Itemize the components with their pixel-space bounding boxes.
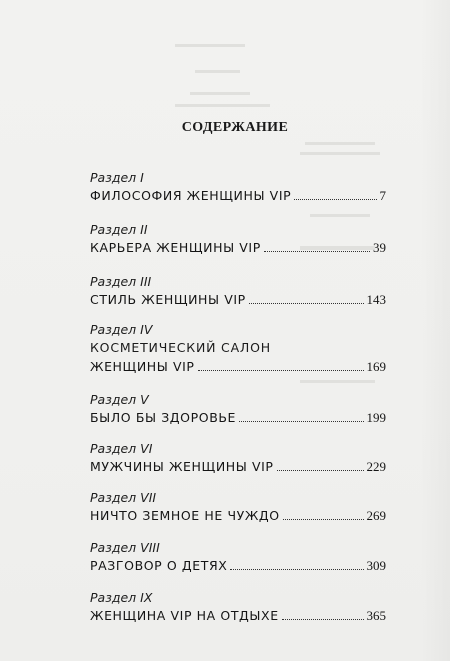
entry-line — [90, 408, 386, 427]
show-through-mark — [195, 70, 240, 73]
dot-leader — [239, 421, 363, 422]
page-number: 199 — [366, 410, 386, 425]
show-through-mark — [300, 152, 380, 155]
dot-leader — [277, 470, 364, 471]
section-label: Раздел I — [90, 170, 144, 185]
entry-title: НИЧТО ЗЕМНОЕ НЕ ЧУЖДО — [90, 508, 280, 523]
show-through-mark — [300, 380, 375, 383]
entry-line — [90, 290, 386, 309]
page-number: 39 — [373, 240, 386, 255]
show-through-mark — [190, 92, 250, 95]
entry-title: ФИЛОСОФИЯ ЖЕНЩИНЫ VIP — [90, 188, 292, 203]
show-through-mark — [310, 214, 370, 217]
section-label: Раздел VIII — [90, 540, 160, 555]
entry-title: РАЗГОВОР О ДЕТЯХ — [90, 558, 228, 573]
entry-line — [90, 556, 386, 575]
dot-leader — [264, 251, 370, 252]
page-number: 169 — [366, 359, 386, 374]
page-number: 309 — [366, 558, 386, 573]
show-through-mark — [175, 104, 270, 107]
entry-line — [90, 357, 386, 376]
toc-entry[interactable] — [90, 222, 386, 257]
dot-leader — [198, 370, 364, 371]
section-label: Раздел VII — [90, 490, 157, 505]
entry-title: СТИЛЬ ЖЕНЩИНЫ VIP — [90, 292, 246, 307]
show-through-mark — [175, 44, 245, 47]
toc-entry[interactable] — [90, 170, 386, 205]
toc-entry[interactable] — [90, 392, 386, 427]
toc-title: СОДЕРЖАНИЕ — [181, 120, 289, 135]
section-label: Раздел IX — [90, 590, 153, 605]
page-number: 143 — [366, 292, 386, 307]
entry-title: КОСМЕТИЧЕСКИЙ САЛОН — [90, 340, 271, 355]
show-through-mark — [305, 142, 375, 145]
section-label: Раздел VI — [90, 441, 153, 456]
section-label: Раздел IV — [90, 322, 153, 337]
page-edge-shadow — [420, 0, 450, 661]
entry-title: БЫЛО БЫ ЗДОРОВЬЕ — [90, 410, 237, 425]
entry-title: КАРЬЕРА ЖЕНЩИНЫ VIP — [90, 240, 261, 255]
page-number: 269 — [366, 508, 386, 523]
entry-title: МУЖЧИНЫ ЖЕНЩИНЫ VIP — [90, 459, 274, 474]
section-label: Раздел V — [90, 392, 149, 407]
page-number: 7 — [379, 188, 386, 203]
dot-leader — [294, 199, 376, 200]
entry-line — [90, 506, 386, 525]
page-number: 365 — [366, 608, 386, 623]
dot-leader — [282, 619, 364, 620]
entry-line — [90, 186, 386, 205]
toc-entry[interactable] — [90, 590, 386, 625]
toc-entry[interactable] — [90, 540, 386, 575]
toc-entry[interactable] — [90, 274, 386, 309]
entry-line — [90, 606, 386, 625]
toc-entry[interactable] — [90, 441, 386, 476]
section-label: Раздел III — [90, 274, 152, 289]
entry-title-continued: ЖЕНЩИНЫ VIP — [90, 359, 195, 374]
toc-entry[interactable] — [90, 322, 386, 376]
dot-leader — [283, 519, 364, 520]
dot-leader — [249, 303, 364, 304]
toc-entry[interactable] — [90, 490, 386, 525]
entry-line — [90, 238, 386, 257]
entry-title: ЖЕНЩИНА VIP НА ОТДЫХЕ — [90, 608, 279, 623]
section-label: Раздел II — [90, 222, 148, 237]
dot-leader — [230, 569, 363, 570]
page-number: 229 — [366, 459, 386, 474]
entry-line — [90, 457, 386, 476]
